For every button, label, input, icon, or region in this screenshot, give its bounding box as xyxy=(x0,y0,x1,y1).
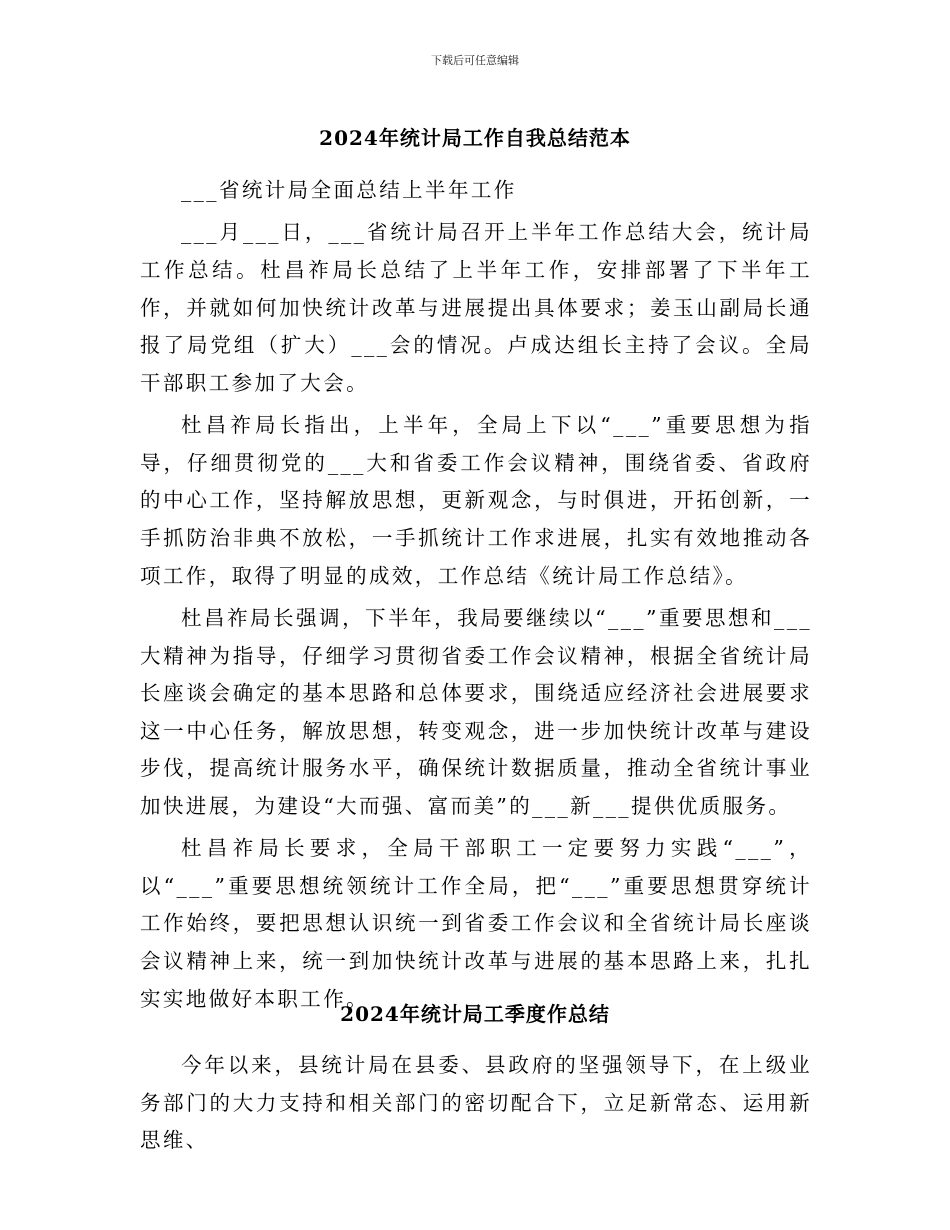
paragraph: 杜昌祚局长指出，上半年，全局上下以“___”重要思想为指导，仔细贯彻党的___大和省委工作会议精神，围绕省委、省政府的中心工作，坚持解放思想，更新观念，与时俱进，开拓创新，一手抓防治非典不放松，一手抓统计工作求进展，扎实有效地推动各项工作，取得了明显的成效，工作总结《统计局工作总结》。 xyxy=(140,413,812,588)
header-note: 下载后可任意编辑 xyxy=(431,54,519,67)
section-1-body xyxy=(140,172,812,1018)
paragraph: ___省统计局全面总结上半年工作 xyxy=(181,178,517,202)
section-2-body xyxy=(140,1047,812,1160)
paragraph: ___月___日，___省统计局召开上半年工作总结大会，统计局工作总结。杜昌祚局长总结了上半年工作，安排部署了下半年工作，并就如何加快统计改革与进展提出具体要求；姜玉山副局长通报了局党组（扩大）___会的情况。卢成达组长主持了会议。全局干部职工参加了大会。 xyxy=(140,220,812,395)
paragraph: 今年以来，县统计局在县委、县政府的坚强领导下，在上级业务部门的大力支持和相关部门的密切配合下，立足新常态、运用新思维、 xyxy=(140,1053,812,1153)
paragraph: 杜昌祚局长强调，下半年，我局要继续以“___”重要思想和___大精神为指导，仔细学习贯彻省委工作会议精神，根据全省统计局长座谈会确定的基本思路和总体要求，围绕适应经济社会进展要求这一中心任务，解放思想，转变观念，进一步加快统计改革与建设步伐，提高统计服务水平，确保统计数据质量，推动全省统计事业加快进展，为建设“大而强、富而美”的___新___提供优质服务。 xyxy=(140,605,812,818)
document-title: 2024年统计局工作自我总结范本 xyxy=(319,126,631,150)
paragraph: 杜昌祚局长要求，全局干部职工一定要努力实践“___”，以“___”重要思想统领统计工作全局，把“___”重要思想贯穿统计工作始终，要把思想认识统一到省委工作会议和全省统计局长座谈会议精神上来，统一到加快统计改革与进展的基本思路上来，扎扎实实地做好本职工作。 xyxy=(140,836,812,1011)
section-2-title: 2024年统计局工季度作总结 xyxy=(340,1002,610,1026)
